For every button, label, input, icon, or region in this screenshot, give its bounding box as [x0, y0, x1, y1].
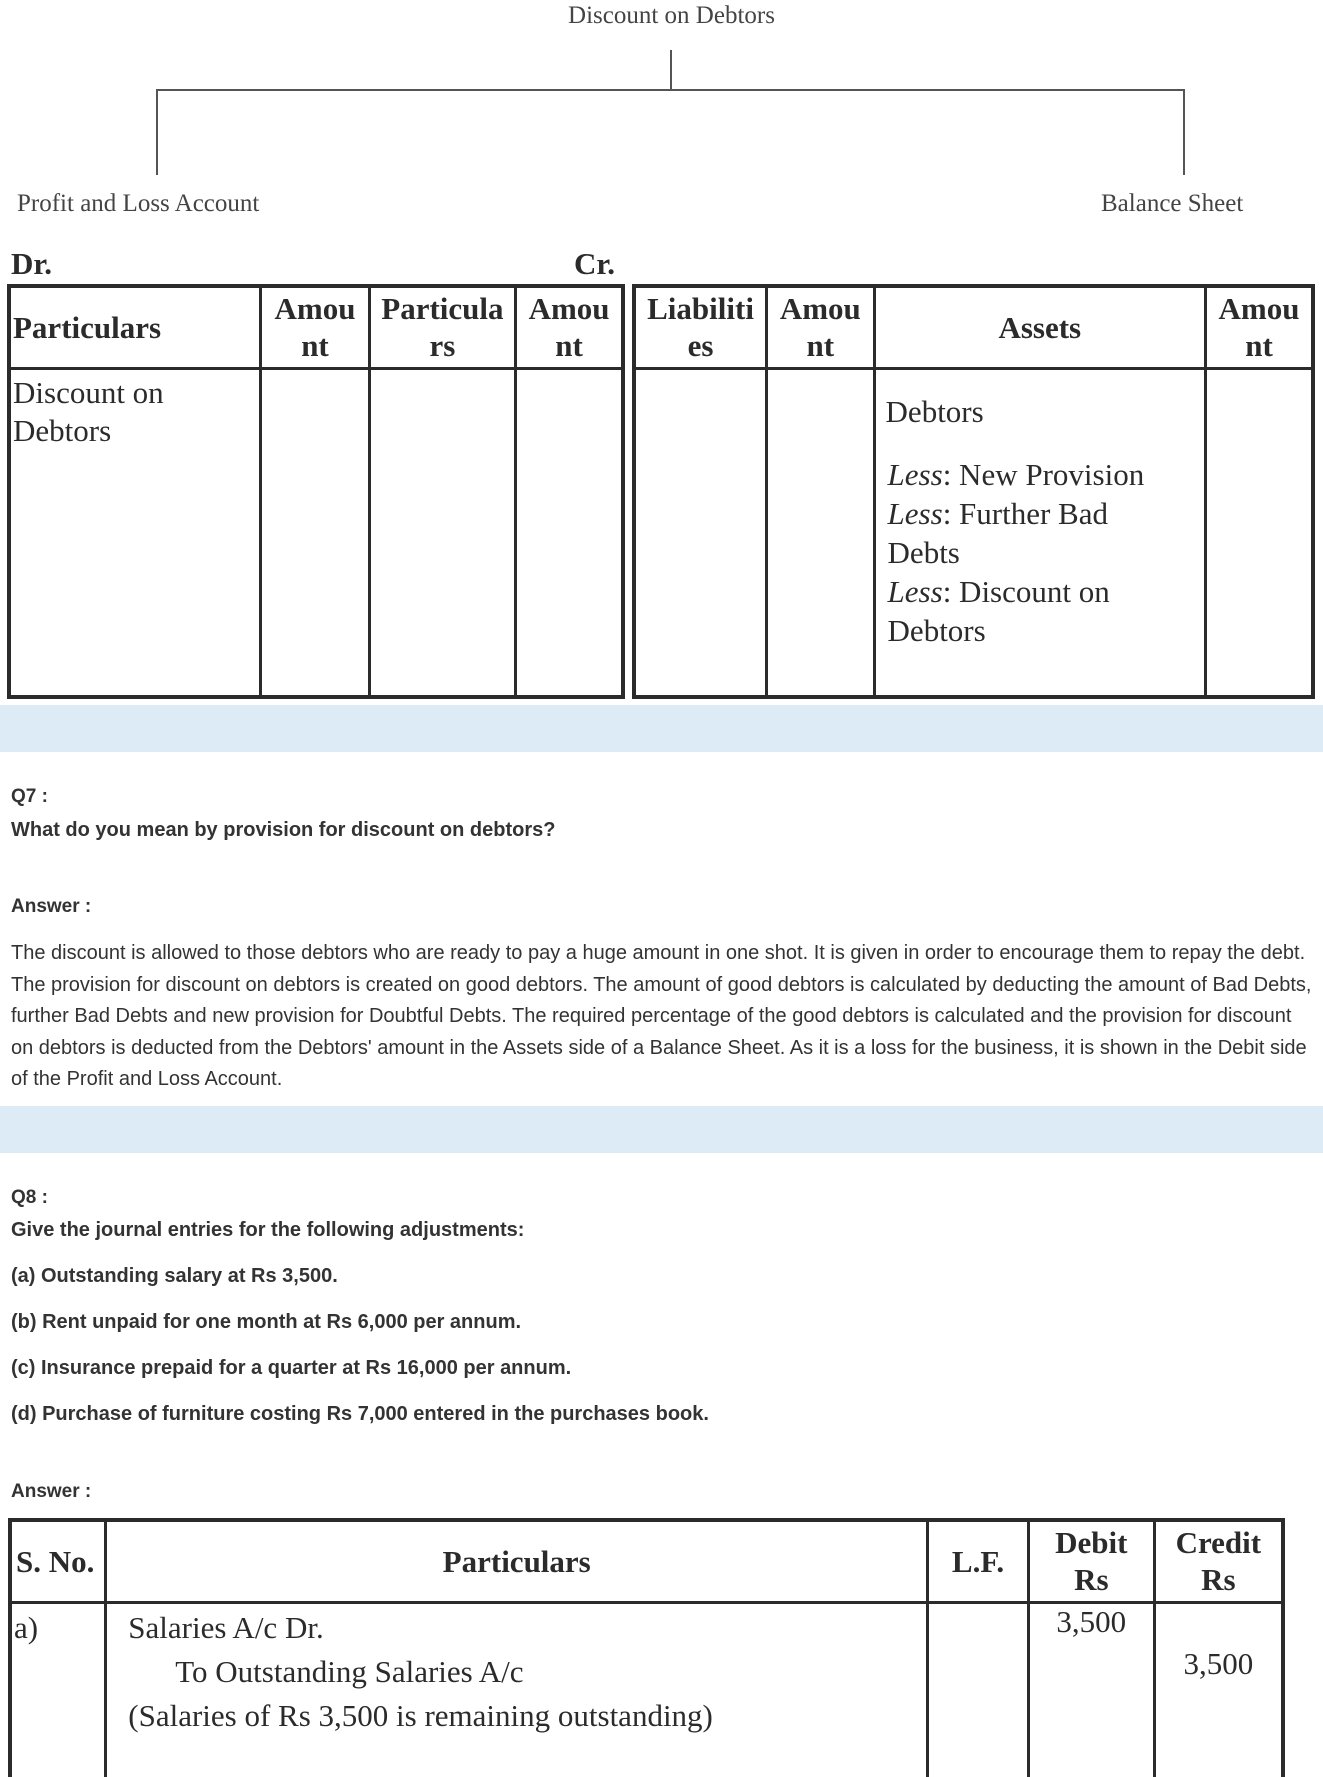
question-text: Give the journal entries for the following adjustments:: [11, 1219, 525, 1241]
diagram-root-label: Discount on Debtors: [568, 2, 775, 29]
cell-amount-cr: [516, 368, 623, 697]
header-particulars-cr: Particula rs: [369, 286, 515, 368]
section-divider: [0, 705, 1323, 752]
debit-side-label: Dr.: [11, 246, 53, 281]
header-particulars-dr: Particulars: [9, 286, 261, 368]
header-assets: Assets: [874, 286, 1205, 368]
answer-text: The discount is allowed to those debtors who are ready to pay a huge amount in one shot. It is given in order to encourage them to repay the debt. The provision for discount on debtors is created on good debtors. The amount of good debtors is calculated by deducting the amount of Bad Debts, further Bad Debts and new provision for Doubtful Debts. The required percentage of the good debtors is calculated and the provision for discount on debtors is deducted from the Debtors' amount in the Assets side of a Balance Sheet. As it is a loss for the business, it is shown in the Debit side of the Profit and Loss Account.: [11, 942, 1312, 1090]
cell-particulars: [106, 1602, 928, 1777]
header-credit: Credit Rs: [1154, 1520, 1283, 1602]
table-row: [634, 368, 1313, 697]
cell-assets: [874, 368, 1205, 697]
question-text: What do you mean by provision for discount on debtors?: [11, 819, 556, 841]
diagram-connector-left: [156, 89, 158, 175]
header-sno: S. No.: [10, 1520, 106, 1602]
adjustment-item-a: (a) Outstanding salary at Rs 3,500.: [11, 1265, 338, 1287]
journal-credit-line: To Outstanding Salaries A/c: [175, 1653, 524, 1689]
header-liabilities: Liabiliti es: [634, 286, 767, 368]
adjustment-item-d: (d) Purchase of furniture costing Rs 7,000 entered in the purchases book.: [11, 1403, 709, 1425]
header-debit: Debit Rs: [1028, 1520, 1154, 1602]
adjustment-item-c: (c) Insurance prepaid for a quarter at Rs 16,000 per annum.: [11, 1357, 572, 1379]
cell-amount-dr: [261, 368, 369, 697]
diagram-connector-right: [1183, 89, 1185, 175]
section-divider: [0, 1106, 1323, 1153]
header-particulars: Particulars: [106, 1520, 928, 1602]
header-amount-cr: Amou nt: [516, 286, 623, 368]
cell-particulars-cr: [369, 368, 515, 697]
diagram-right-label: Balance Sheet: [1101, 190, 1244, 217]
cell-amount-liabilities: [767, 368, 874, 697]
asset-line-debtors: Debtors: [885, 393, 984, 429]
asset-line-debtors-2: Debtors: [887, 612, 986, 648]
table-header-row: [634, 286, 1313, 368]
header-amount-assets: Amou nt: [1206, 286, 1314, 368]
answer-label: Answer :: [11, 896, 92, 917]
credit-side-label: Cr.: [574, 246, 616, 281]
asset-line-less-discount: Less: Discount on: [887, 573, 1110, 609]
journal-debit-line: Salaries A/c Dr.: [128, 1609, 324, 1645]
question-label: Q7 :: [11, 786, 48, 807]
cell-credit: 3,500: [1154, 1602, 1283, 1777]
table-row: [10, 1602, 1283, 1777]
journal-table: [8, 1518, 1285, 1777]
header-lf: L.F.: [928, 1520, 1029, 1602]
asset-line-debts: Debts: [887, 534, 960, 570]
question-label: Q8 :: [11, 1187, 48, 1208]
header-amount-liabilities: Amou nt: [767, 286, 874, 368]
diagram-connector-horizontal: [156, 89, 1185, 91]
adjustment-item-b: (b) Rent unpaid for one month at Rs 6,000 per annum.: [11, 1311, 522, 1333]
header-amount-dr: Amou nt: [261, 286, 369, 368]
diagram-left-label: Profit and Loss Account: [17, 190, 260, 217]
asset-line-less-new-provision: Less: New Provision: [887, 456, 1145, 492]
table-header-row: [10, 1520, 1283, 1602]
cell-liabilities: [634, 368, 767, 697]
cell-debit: 3,500: [1028, 1602, 1154, 1777]
asset-line-less-further-bad-debts: Less: Further Bad: [887, 495, 1108, 531]
cell-lf: [928, 1602, 1029, 1777]
diagram-connector-vertical: [670, 50, 672, 90]
journal-narration: (Salaries of Rs 3,500 is remaining outstanding): [128, 1697, 713, 1733]
answer-label: Answer :: [11, 1481, 92, 1502]
cell-sno: a): [10, 1602, 106, 1777]
cell-particulars-dr: Discount on Debtors: [9, 368, 261, 697]
table-header-row: [9, 286, 623, 368]
cell-amount-assets: [1206, 368, 1314, 697]
balance-sheet-table: [632, 284, 1315, 699]
profit-loss-table: [7, 284, 625, 699]
table-row: [9, 368, 623, 697]
